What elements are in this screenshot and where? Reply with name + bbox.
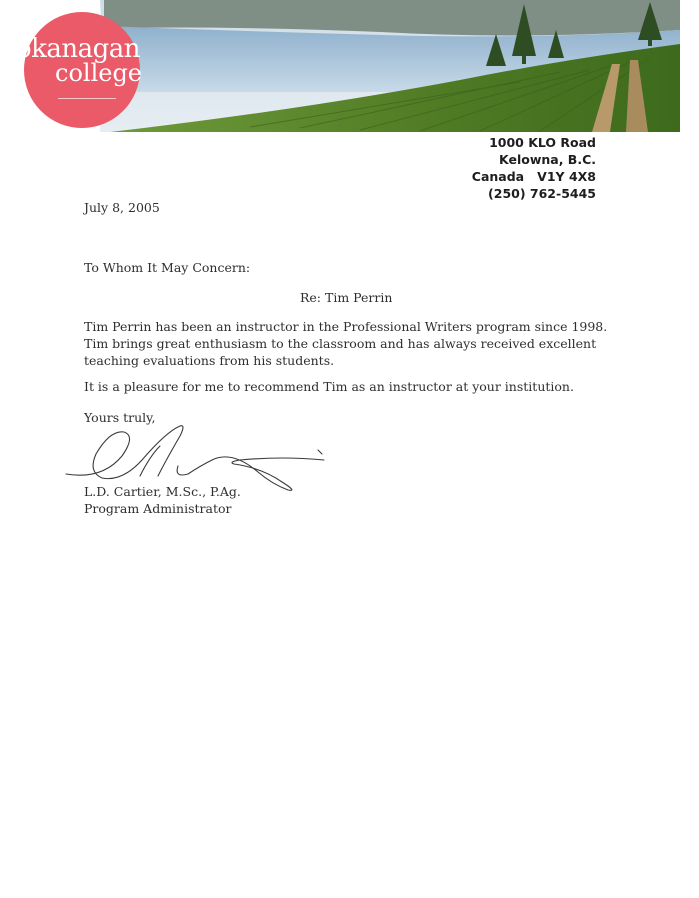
salutation: To Whom It May Concern:	[84, 260, 251, 275]
address-line: Kelowna, B.C.	[499, 152, 596, 167]
return-address	[472, 134, 596, 202]
college-logo	[16, 12, 143, 128]
address-phone: (250) 762-5445	[488, 186, 596, 201]
closing: Yours truly,	[84, 410, 156, 425]
body-paragraph: It is a pleasure for me to recommend Tim as an instructor at your institution.	[84, 379, 574, 394]
address-line: Canada V1Y 4X8	[471, 169, 596, 184]
signer-name: L.D. Cartier, M.Sc., P.Ag.	[84, 484, 241, 499]
letter-date: July 8, 2005	[84, 200, 160, 215]
logo-text-okanagan: okanagan	[16, 34, 141, 64]
address-line: 1000 KLO Road	[489, 135, 596, 150]
subject-line: Re: Tim Perrin	[300, 290, 393, 305]
logo-rule	[58, 98, 116, 99]
logo-text-college: college	[55, 59, 143, 87]
signer-title: Program Administrator	[84, 501, 232, 516]
body-paragraph: Tim Perrin has been an instructor in the Professional Writers program since 1998. Tim brings great enthusiasm to the classroom and has always received excellent teaching evaluations from his students.	[84, 319, 608, 368]
